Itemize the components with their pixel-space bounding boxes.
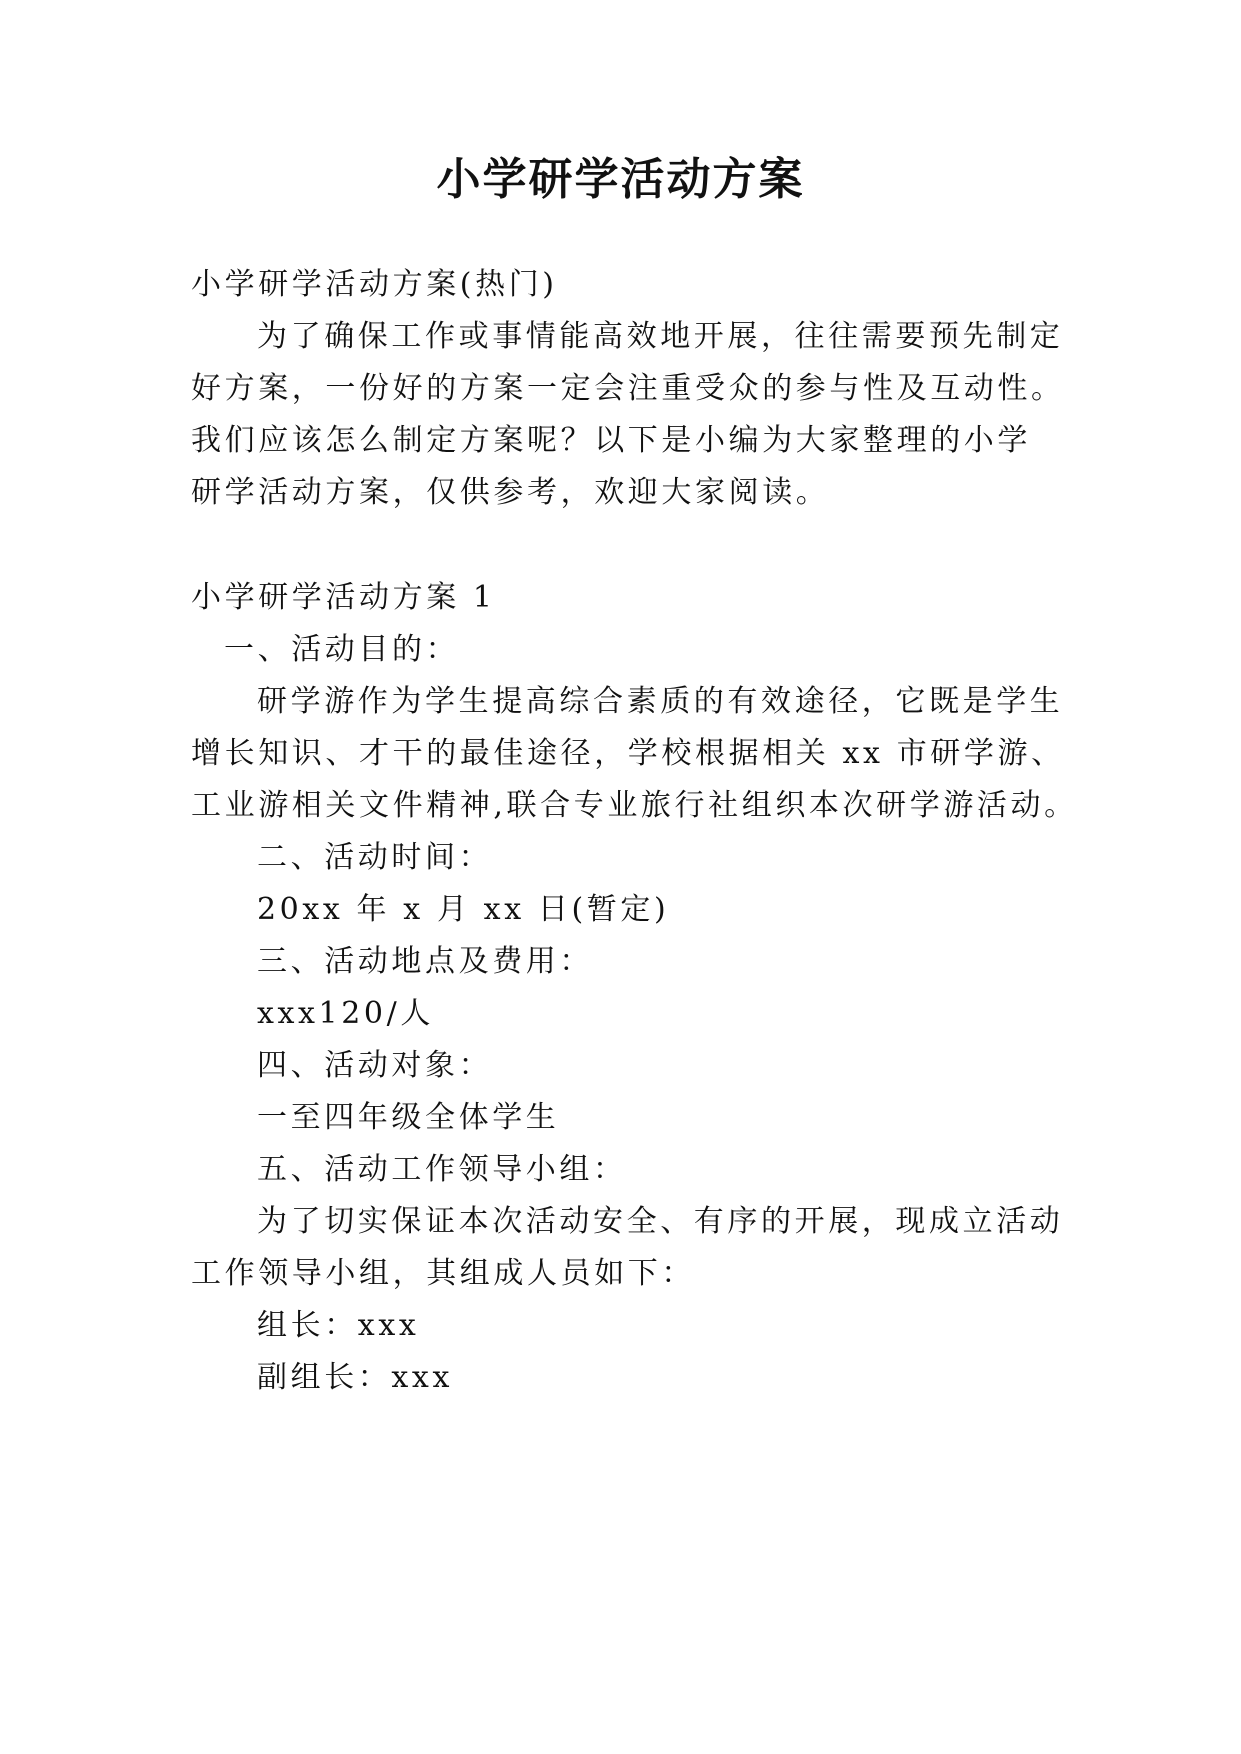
subtitle-line: 小学研学活动方案(热门) xyxy=(191,267,558,302)
paragraph-line: 增长知识、才干的最佳途径，学校根据相关 xx 市研学游、 xyxy=(191,736,1065,771)
section-heading: 小学研学活动方案 1 xyxy=(191,580,496,615)
paragraph-line: 一至四年级全体学生 xyxy=(257,1100,560,1135)
document-title: 小学研学活动方案 xyxy=(436,154,805,205)
section-item-heading: 四、活动对象： xyxy=(257,1048,493,1083)
paragraph-line: 好方案，一份好的方案一定会注重受众的参与性及互动性。 xyxy=(191,371,1065,406)
paragraph-line: 研学活动方案，仅供参考，欢迎大家阅读。 xyxy=(191,475,830,510)
section-item-heading: 五、活动工作领导小组： xyxy=(257,1152,627,1187)
paragraph-line: 工作领导小组，其组成人员如下： xyxy=(191,1256,695,1291)
paragraph-line: 工业游相关文件精神,联合专业旅行社组织本次研学游活动。 xyxy=(191,788,1078,823)
paragraph-line: xxx120/人 xyxy=(257,996,434,1031)
section-item-heading: 一、活动目的： xyxy=(224,632,460,667)
paragraph-line: 副组长：xxx xyxy=(257,1360,453,1395)
paragraph-line: 研学游作为学生提高综合素质的有效途径，它既是学生 xyxy=(257,684,1064,719)
paragraph-line: 为了确保工作或事情能高效地开展，往往需要预先制定 xyxy=(257,319,1064,354)
paragraph-line: 20xx 年 x 月 xx 日(暂定) xyxy=(257,892,670,927)
paragraph-line: 我们应该怎么制定方案呢？以下是小编为大家整理的小学 xyxy=(191,423,1031,458)
paragraph-line: 为了切实保证本次活动安全、有序的开展，现成立活动 xyxy=(257,1204,1064,1239)
section-item-heading: 三、活动地点及费用： xyxy=(257,944,593,979)
section-item-heading: 二、活动时间： xyxy=(257,840,493,875)
paragraph-line: 组长：xxx xyxy=(257,1308,420,1343)
